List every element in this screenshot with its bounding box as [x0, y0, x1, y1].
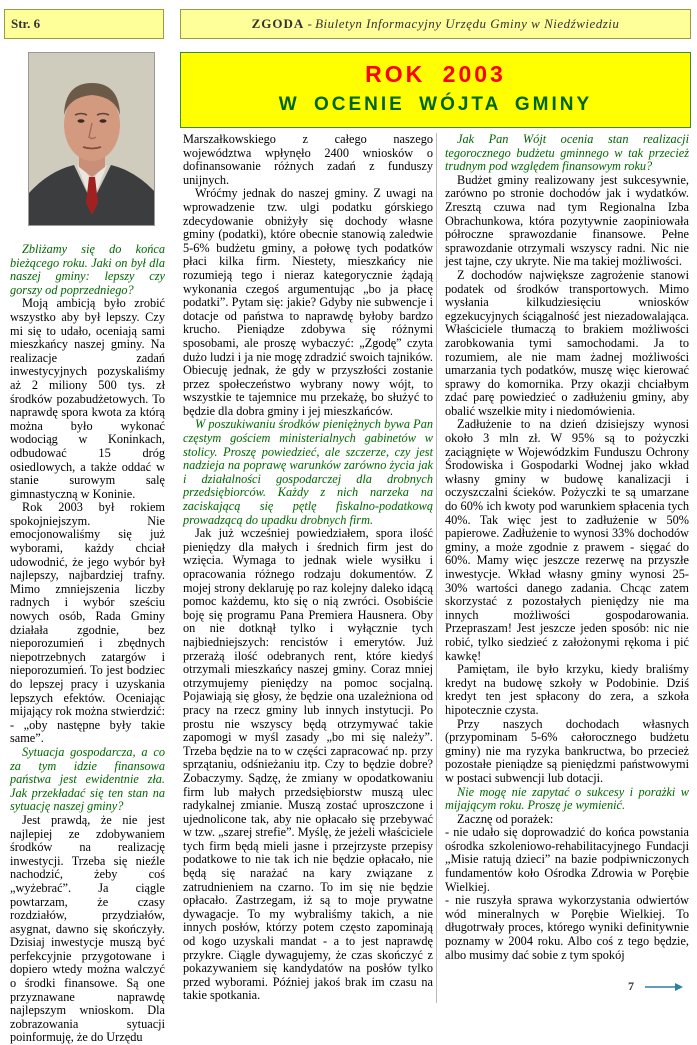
- portrait-photo: [28, 52, 155, 226]
- article-title: ROK 2003: [365, 61, 506, 87]
- article-subtitle: W OCENIE WÓJTA GMINY: [278, 94, 593, 115]
- bulletin-brand: ZGODA: [251, 16, 305, 31]
- answer-paragraph: - nie ruszyła sprawa wykorzystania odwiertów wód mineralnych w Porębie Wielkiej. To długotrwały proces, którego wyniki definitywnie poznamy w 2004 roku. Albo coś z tego będzie, albo musimy dać sobie z tym spokój: [445, 893, 689, 962]
- answer-paragraph: Wróćmy jednak do naszej gminy. Z uwagi na wprowadzenie tzw. ulgi podatku górskiego zdecydowanie obniżyły się dochody własne gminy (podatki), które obecnie stanowią zaledwie 5-6% budżetu gminy, a połowę tych podatków płaci kilka firm. Niestety, mieszkańcy nie rozumieją tego i nieraz kategorycznie żądają wykonania czegoś argumentując „bo ja płacę podatki”. Pytam się: jakie? Gdyby nie subwencje i dotacje od państwa to naprawdę byłoby bardzo krucho. Pieniądze zdobywa się różnymi sposobami, ale proszę wybaczyć: „Zgodę” czyta dużo ludzi i ja nie mogę zdradzić swoich tajników. Obiecuję jednak, że gdy w przyszłości zostanie przez społeczeństwo wybrany nowy wójt, to wszystkie te tajemnice mu przekażę, bo służyć to będzie dla dobra gminy i jej mieszkańców.: [183, 186, 433, 418]
- text-column-3: [445, 133, 689, 962]
- text-column-2: [183, 133, 433, 1003]
- answer-paragraph: Marszałkowskiego z całego naszego województwa wpłynęło 2400 wniosków o dofinansowanie różnych zadań z funduszy unijnych.: [183, 132, 433, 187]
- next-page-arrow-icon: [645, 980, 685, 998]
- page-label-box: [4, 9, 164, 39]
- answer-paragraph: Z dochodów największe zagrożenie stanowi podatek od środków transportowych. Mimo wysłania kilkudziesięciu wniosków egzekucyjnych ściągalność jest niezadowalająca. Właściciele tłumaczą to brakiem możliwości zarobkowania tymi samochodami. Ja to rozumiem, ale nie mam żadnej możliwości umarzania tych podatków, muszę więc kierować sprawy do komornika. Przy okazji chciałbym zdać parę powiedzieć o zadłużeniu gminy, aby obalić wszelkie mity i niedomówienia.: [445, 267, 689, 418]
- interview-question: Jak Pan Wójt ocenia stan realizacji tegorocznego budżetu gminnego w tak przecież trudnym pod względem finansowym roku?: [445, 132, 689, 174]
- answer-paragraph: Jest prawdą, że nie jest najlepiej ze zdobywaniem środków na realizację inwestycji. Trzeba się nieźle nachodzić, żeby coś „wyżebrać”. Ja ciągle powtarzam, że czasy rozdziałów, przydziałów, asygnat, dawno się skończyły. Dzisiaj inwestycje muszą być perfekcyjnie przygotowane i dopiero wtedy można walczyć o środki finansowe. Są one przyznawane naprawdę najlepszym wnioskom. Dla zobrazowania sytuacji poinformuję, że do Urzędu: [10, 812, 165, 1045]
- bulletin-subtitle: Biuletyn Informacyjny Urzędu Gminy w Niedźwiedziu: [315, 16, 620, 31]
- interview-question: Nie mogę nie zapytać o sukcesy i porażki w mijającym roku. Proszę je wymienić.: [445, 784, 689, 813]
- answer-paragraph: Zadłużenie to na dzień dzisiejszy wynosi około 3 mln zł. W 95% są to pożyczki zaciągnięte w Wojewódzkim Funduszu Ochrony Środowiska i Gospodarki Wodnej jako wkład własny gminy w budowę kanalizacji i oczyszczalni ścieków. Pożyczki te są umarzane do 60% ich kwoty pod warunkiem spłacenia tych 40%. Tak więc jest to zadłużenie w 50% papierowe. Zadłużenie to wynosi 33% dochodów gminy, a może zgodnie z prawem - sięgać do 60%. Mamy więc jeszcze rezerwę na przyszłe inwestycje. Wkład własny gminy wynosi 25-30% wartości danego zadania. Chcąc zatem skorzystać z pozostałych pieniędzy nie ma innych możliwości gospodarowania. Przepraszam! Jest jeszcze jeden sposób: nic nie robić, tylko siedzieć z założonymi rękoma i pić kawkę!: [445, 417, 689, 663]
- column-divider: [436, 133, 437, 1003]
- interview-question: Zbliżamy się do końca bieżącego roku. Jaki on był dla naszej gminy: lepszy czy gorszy od poprzedniego?: [10, 242, 165, 297]
- article-title-box: [180, 52, 691, 128]
- portrait-illustration: [29, 53, 155, 226]
- page-label: Str. 6: [11, 16, 41, 31]
- page-number: 7: [628, 979, 634, 993]
- answer-paragraph: Pamiętam, ile było krzyku, kiedy braliśmy kredyt na budowę szkoły w Podobinie. Dziś kredyt ten jest spłacony do zera, a szkoła hipotecznie czysta.: [445, 662, 689, 717]
- answer-paragraph: Przy naszych dochodach własnych (przypominam 5-6% całorocznego budżetu gminy) nie ma ryzyka bankructwa, bo przecież pozostałe pieniądze są pieniędzmi państwowymi w postaci subwencji lub dotacji.: [445, 716, 689, 785]
- answer-paragraph: Zacznę od porażek:: [457, 811, 554, 826]
- answer-paragraph: - nie udało się doprowadzić do końca powstania ośrodka szkoleniowo-rehabilitacyjnego Fundacji „Misie ratują dzieci” na bazie podpiwniczonych fundamentów koło Ośrodka Zdrowia w Porębie Wielkiej.: [445, 825, 689, 894]
- answer-paragraph: Budżet gminy realizowany jest sukcesywnie, zarówno po stronie dochodów jak i wydatków. Zresztą czuwa nad tym Regionalna Izba Obrachunkowa, która pozytywnie zaopiniowała półroczne sprawozdanie finansowe. Pełne sprawozdanie otrzymali wszyscy radni. Nic nie jest tajne, czy ukryte. Nie ma takiej możliwości.: [445, 172, 689, 269]
- answer-paragraph: Rok 2003 był rokiem spokojniejszym. Nie emocjonowaliśmy się już wyborami, każdy chciał udowodnić, że jego wybór był najlepszy, najbardziej trafny. Mimo zmniejszenia liczby radnych i wybór sześciu nowych osób, Rada Gminy działała zgodnie, bez nieporozumień i zbędnych niepotrzebnych zatargów i nieporozumień. To jest bodziec do lepszej pracy i uzyskania lepszych efektów. Oceniając mijający rok można stwierdzić: - „oby następne były takie same”.: [10, 500, 165, 746]
- text-column-1: [10, 243, 165, 1045]
- header-dash: -: [304, 16, 316, 31]
- bulletin-header: [180, 9, 691, 39]
- answer-paragraph: Moją ambicją było zrobić wszystko aby był lepszy. Czy mi się to udało, oceniają sami mieszkańcy naszej gminy. Na realizacje zadań inwestycyjnych pozyskaliśmy aż 2 miliony 500 tys. zł środków pozabudżetowych. To naprawdę spora kwota za którą można było wykonać wodociąg w Koninkach, odbudować 15 dróg osiedlowych, a także oddać w stanie surowym salę gimnastyczną w Koninie.: [10, 296, 165, 501]
- interview-question: W poszukiwaniu środków pieniężnych bywa Pan częstym gościem ministerialnych gabinetów w stolicy. Proszę powiedzieć, ale szczerze, czy jest nadzieja na poprawę warunków zarówno życia jak i działalności gospodarczej dla drobnych przedsiębiorców. Każdy z nich narzeka na zaciskającą się pętlę fiskalno-podatkową prowadzącą do upadku drobnych firm.: [183, 417, 433, 527]
- interview-question: Sytuacja gospodarcza, a co za tym idzie finansowa państwa jest ewidentnie zła. Jak przekładać się ten stan na sytuację naszej gminy?: [10, 744, 165, 814]
- answer-paragraph: Jak już wcześniej powiedziałem, spora ilość pieniędzy dla małych i średnich firm jest do wzięcia. Wymaga to jednak wiele wysiłku i opracowania różnego rodzaju dokumentów. Z mojej strony deklaruję po raz kolejny daleko idącą pomoc każdemu, kto się o nią zwróci. Osobiście boję się programu Pana Premiera Hausnera. Oby on nie dotknął tylko i wyłącznie tych najbiedniejszych: rencistów i emerytów. Już przerażą ilość odebranych rent, które kiedyś otrzymali mieszkańcy naszej gminy. Coraz mniej otrzymujemy pieniędzy na pomoc socjalną. Pojawiają się głosy, że będzie ona uzależniona od pracy na rzecz gminy lub innych instytucji. Po prostu nie wszyscy będą otrzymywać takie zapomogi w myśl zasady „bo mi się należy”. Trzeba będzie na to w części zapracować np. przy sprzątaniu, odśnieżaniu itp. Czy to będzie dobre? Zobaczymy. Sądzę, że zmiany w opodatkowaniu firm lub małych przedsiębiorstw muszą ulec radykalnej zmianie. Muszą zostać uproszczone i ujednolicone tak, aby nie opłacało się przebywać w tzw. „szarej strefie”. Myślę, że jeżeli właściciele tych firm będą mieli jasne i przejrzyste przepisy podatkowe to nie tak ich nie będzie opłacało, nie będą się narażać na kary związane z zatrudnieniem na czarno. To im się nie będzie opłacało. Zastrzegam, iż są to moje prywatne dywagacje. To my wybraliśmy takich, a nie innych posłów, którzy potem często zapominają od kogo uzyskali mandat - a to jest naprawdę przykre. Ciągle dywagujemy, że czas skończyć z pokazywaniem się kandydatów na posłów tylko przed wyborami. Później jakoś brak im czasu na takie spotkania.: [183, 526, 433, 1003]
